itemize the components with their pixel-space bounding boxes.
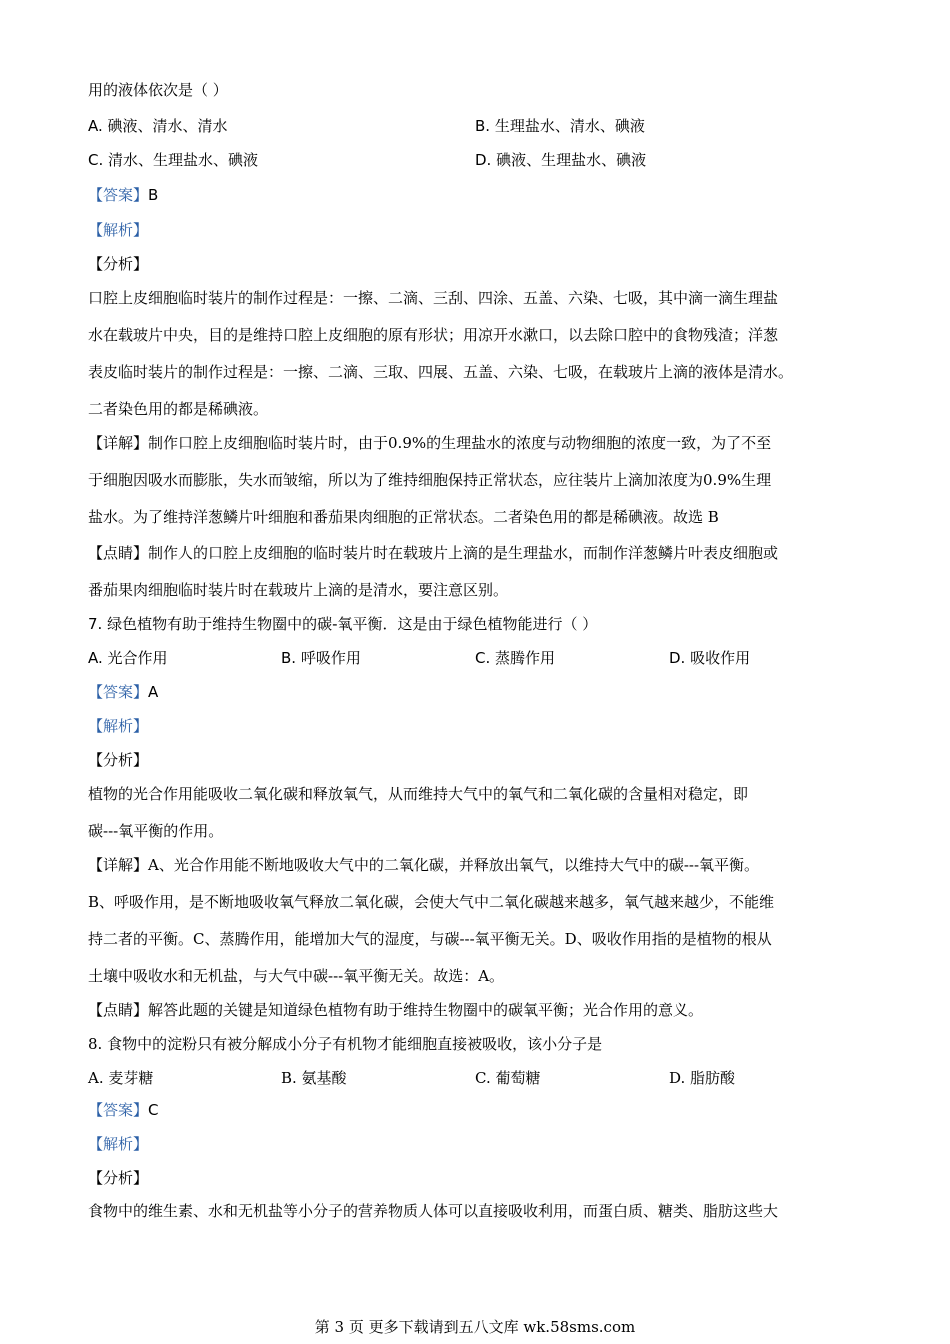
- detail-label: 【详解】: [88, 856, 149, 874]
- q7-detail-line: B、呼吸作用，是不断地吸收氧气释放二氧化碳，会使大气中二氧化碳越来越多，氧气越来越少，不能维: [88, 893, 775, 911]
- q7-answer-value: A: [148, 683, 159, 701]
- answer-label: 【答案】: [88, 186, 149, 204]
- q8-option-b: B. 氨基酸: [281, 1069, 347, 1087]
- q7-solution-label: 【解析】: [88, 717, 149, 735]
- q7-answer: [88, 682, 158, 702]
- q8-option-d: D. 脂肪酸: [669, 1069, 736, 1087]
- q6-analysis-line: 口腔上皮细胞临时装片的制作过程是：一擦、二滴、三刮、四涂、五盖、六染、七吸，其中滴一滴生理盐: [88, 289, 779, 307]
- q6-comment-text: 制作人的口腔上皮细胞的临时装片时在载玻片上滴的是生理盐水，而制作洋葱鳞片叶表皮细胞或: [148, 544, 779, 562]
- q8-option-c: C. 葡萄糖: [475, 1069, 541, 1087]
- q7-detail-text: A、光合作用能不断地吸收大气中的二氧化碳，并释放出氧气，以维持大气中的碳---氧平衡。: [148, 856, 760, 874]
- q7-option-d: D. 吸收作用: [669, 649, 751, 667]
- q6-detail-line: 盐水。为了维持洋葱鳞片叶细胞和番茄果肉细胞的正常状态。二者染色用的都是稀碘液。故选 B: [88, 508, 719, 526]
- q6-comment-line: 番茄果肉细胞临时装片时在载玻片上滴的是清水，要注意区别。: [88, 581, 509, 599]
- q7-stem: 7. 绿色植物有助于维持生物圈中的碳-氧平衡．这是由于绿色植物能进行（ ）: [88, 615, 598, 633]
- q8-option-a: A. 麦芽糖: [88, 1069, 154, 1087]
- q8-analysis-line: 食物中的维生素、水和无机盐等小分子的营养物质人体可以直接吸收利用，而蛋白质、糖类、脂肪这些大: [88, 1202, 779, 1220]
- q8-analysis-label: 【分析】: [88, 1169, 149, 1187]
- q8-solution-label: 【解析】: [88, 1135, 149, 1153]
- q7-detail-line: 持二者的平衡。C、蒸腾作用，能增加大气的湿度，与碳---氧平衡无关。D、吸收作用指的是植物的根从: [88, 930, 772, 948]
- q6-solution-label: 【解析】: [88, 221, 149, 239]
- q6-answer: [88, 185, 158, 205]
- q8-answer-value: C: [148, 1101, 159, 1119]
- answer-label: 【答案】: [88, 683, 149, 701]
- q6-detail-line: [88, 433, 771, 453]
- q6-analysis-label: 【分析】: [88, 255, 149, 273]
- q8-answer: [88, 1100, 159, 1120]
- q6-option-d: D. 碘液、生理盐水、碘液: [475, 151, 647, 169]
- comment-label: 【点睛】: [88, 544, 149, 562]
- q6-analysis-line: 二者染色用的都是稀碘液。: [88, 400, 269, 418]
- q6-option-b: B. 生理盐水、清水、碘液: [475, 117, 645, 135]
- q6-stem: 用的液体依次是（ ）: [88, 81, 228, 99]
- page-footer: 第 3 页 更多下载请到五八文库 wk.58sms.com: [314, 1318, 636, 1336]
- q7-detail-line: 土壤中吸收水和无机盐，与大气中碳---氧平衡无关。故选：A。: [88, 967, 505, 985]
- q6-detail-text: 制作口腔上皮细胞临时装片时，由于0.9%的生理盐水的浓度与动物细胞的浓度一致，为了不至: [148, 434, 772, 452]
- comment-label: 【点睛】: [88, 1001, 149, 1019]
- q6-option-a: A. 碘液、清水、清水: [88, 117, 228, 135]
- q7-option-b: B. 呼吸作用: [281, 649, 361, 667]
- answer-label: 【答案】: [88, 1101, 149, 1119]
- detail-label: 【详解】: [88, 434, 149, 452]
- q6-detail-line: 于细胞因吸水而膨胀，失水而皱缩，所以为了维持细胞保持正常状态，应往装片上滴加浓度为0.9%生理: [88, 471, 772, 489]
- q7-analysis-line: 植物的光合作用能吸收二氧化碳和释放氧气，从而维持大气中的氧气和二氧化碳的含量相对稳定，即: [88, 785, 749, 803]
- q8-stem: 8. 食物中的淀粉只有被分解成小分子有机物才能细胞直接被吸收，该小分子是: [88, 1035, 603, 1053]
- q6-analysis-line: 表皮临时装片的制作过程是：一擦、二滴、三取、四展、五盖、六染、七吸，在载玻片上滴的液体是清水。: [88, 363, 794, 381]
- q6-comment-line: [88, 543, 778, 563]
- q7-detail-line: [88, 855, 759, 875]
- q7-analysis-label: 【分析】: [88, 751, 149, 769]
- q7-option-a: A. 光合作用: [88, 649, 168, 667]
- q6-analysis-line: 水在载玻片中央，目的是维持口腔上皮细胞的原有形状；用凉开水漱口，以去除口腔中的食物残渣；洋葱: [88, 326, 779, 344]
- q7-analysis-line: 碳---氧平衡的作用。: [88, 822, 224, 840]
- q6-answer-value: B: [148, 186, 159, 204]
- q7-comment-line: [88, 1000, 703, 1020]
- q6-option-c: C. 清水、生理盐水、碘液: [88, 151, 259, 169]
- q7-comment-text: 解答此题的关键是知道绿色植物有助于维持生物圈中的碳氧平衡；光合作用的意义。: [148, 1001, 704, 1019]
- q7-option-c: C. 蒸腾作用: [475, 649, 556, 667]
